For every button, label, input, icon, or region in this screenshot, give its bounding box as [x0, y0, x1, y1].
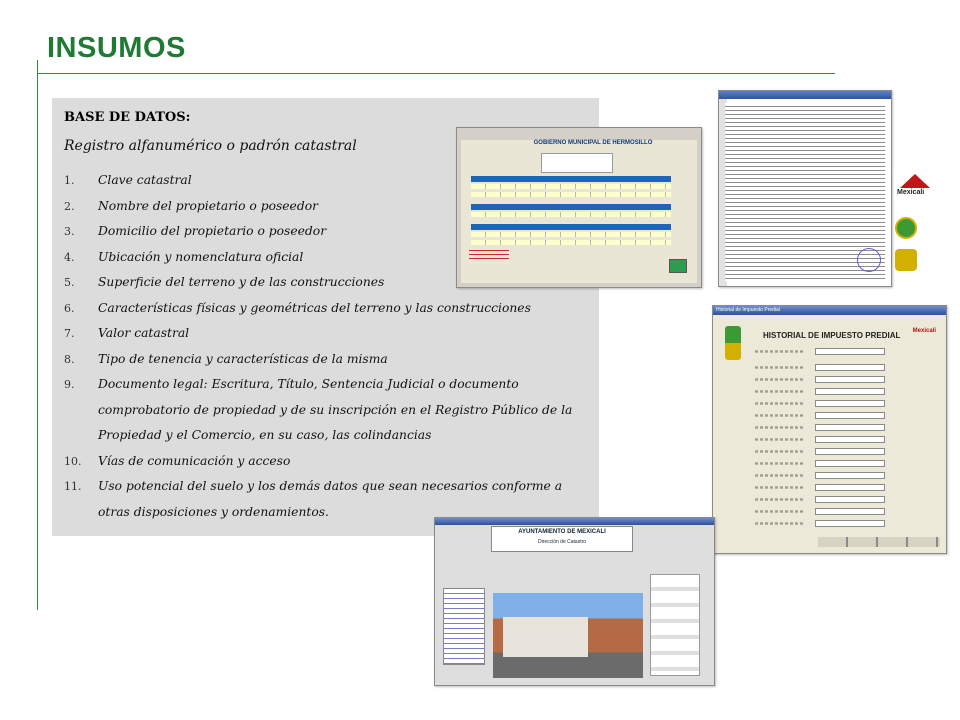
- list-item: [64, 296, 589, 322]
- form-row: [755, 520, 905, 527]
- form-canvas: [461, 140, 697, 283]
- data-grid-row: [471, 192, 671, 197]
- window-titlebar: Historial de Impuesto Predial: [713, 306, 946, 315]
- form-header: GOBIERNO MUNICIPAL DE HERMOSILLO: [533, 140, 653, 146]
- list-item-text: Nombre del propietario o poseedor: [98, 198, 318, 213]
- side-button-panel: [650, 574, 700, 676]
- crest-icon: [725, 326, 741, 360]
- form-row: [755, 460, 905, 467]
- list-item: [64, 321, 589, 347]
- window-titlebar: [719, 91, 891, 99]
- list-item-number: 2.: [64, 199, 75, 213]
- form-row: [755, 400, 905, 407]
- horizontal-accent-line: [37, 73, 835, 74]
- section-band: [471, 224, 671, 230]
- list-item-text: Valor catastral: [98, 326, 190, 340]
- crest-emblem-icon: [895, 217, 917, 239]
- building-wall: [503, 617, 588, 657]
- document-viewer-screenshot: [718, 90, 892, 287]
- list-item-number: 9.: [64, 378, 75, 391]
- form-row: [755, 376, 905, 383]
- form-row: [755, 448, 905, 455]
- cadastral-form-screenshot: [456, 127, 702, 288]
- mexicali-brand: Mexicali: [912, 328, 936, 334]
- list-item-number: 7.: [64, 327, 75, 340]
- list-item-text: Documento legal: Escritura, Título, Sentencia Judicial o documento comprobatorio de propiedad y de su inscripción en el Registro Público de la Propiedad y el Comercio, en su caso, las colindancias: [98, 377, 573, 442]
- property-query-screenshot: [434, 517, 715, 686]
- list-item-number: 8.: [64, 352, 75, 366]
- list-item-number: 6.: [64, 301, 75, 315]
- form-row: [755, 472, 905, 479]
- list-item-text: Domicilio del propietario o poseedor: [98, 224, 327, 238]
- list-item-text: Tipo de tenencia y características de la misma: [98, 351, 388, 366]
- query-header: [491, 526, 633, 552]
- query-header-title: AYUNTAMIENTO DE MEXICALI: [518, 529, 606, 535]
- list-item-number: 11.: [64, 480, 82, 493]
- panel-heading: BASE DE DATOS:: [64, 110, 191, 125]
- vertical-accent-line: [37, 60, 38, 610]
- section-band: [471, 176, 671, 182]
- data-grid-row: [471, 232, 671, 237]
- seal-stamp: [857, 248, 881, 272]
- list-item-text: Ubicación y nomenclatura oficial: [98, 249, 304, 264]
- exit-button: [669, 259, 687, 273]
- form-row: [755, 412, 905, 419]
- page-title: INSUMOS: [47, 32, 186, 64]
- building-photo: [493, 593, 643, 678]
- municipal-logo: [541, 153, 613, 173]
- municipal-crest: [895, 217, 917, 277]
- list-item-number: 4.: [64, 250, 75, 264]
- list-item-number: 5.: [64, 276, 75, 289]
- window-titlebar: [435, 518, 714, 525]
- form-row: [755, 508, 905, 515]
- section-band: [471, 204, 671, 210]
- logo-text: Mexicali: [897, 189, 925, 196]
- tax-history-screenshot: [712, 305, 947, 554]
- list-item-text: Características físicas y geométricas del terreno y las construcciones: [98, 300, 531, 315]
- list-item-text: Clave catastral: [98, 173, 192, 187]
- list-item-text: Vías de comunicación y acceso: [98, 453, 291, 468]
- tax-history-title: HISTORIAL DE IMPUESTO PREDIAL: [763, 331, 901, 340]
- list-item: [64, 372, 589, 449]
- form-row: [755, 436, 905, 443]
- form-row: [755, 348, 905, 355]
- form-row: [755, 424, 905, 431]
- form-row: [755, 484, 905, 491]
- form-row: [755, 364, 905, 371]
- data-grid-row: [471, 184, 671, 189]
- list-item: [64, 449, 589, 475]
- action-button-bar: [818, 537, 940, 547]
- crest-shield-icon: [895, 249, 917, 271]
- logo-triangle-icon: [900, 174, 930, 188]
- form-row: [755, 388, 905, 395]
- form-row: [755, 496, 905, 503]
- query-header-subtitle: Dirección de Catastro: [537, 539, 587, 545]
- panel-subheading: Registro alfanumérico o padrón catastral: [64, 138, 357, 154]
- data-grid-row: [471, 240, 671, 245]
- list-item-number: 10.: [64, 454, 82, 468]
- list-item-number: 3.: [64, 225, 75, 238]
- mexicali-logo: [894, 170, 938, 200]
- list-item-number: 1.: [64, 174, 75, 187]
- property-list: [443, 588, 485, 665]
- list-item: [64, 347, 589, 373]
- note-lines: [469, 250, 509, 260]
- data-grid-row: [471, 212, 671, 217]
- list-item-text: Uso potencial del suelo y los demás datos que sean necesarios conforme a otras disposiciones y ordenamientos.: [98, 479, 563, 519]
- list-item-text: Superficie del terreno y de las construcciones: [98, 275, 385, 289]
